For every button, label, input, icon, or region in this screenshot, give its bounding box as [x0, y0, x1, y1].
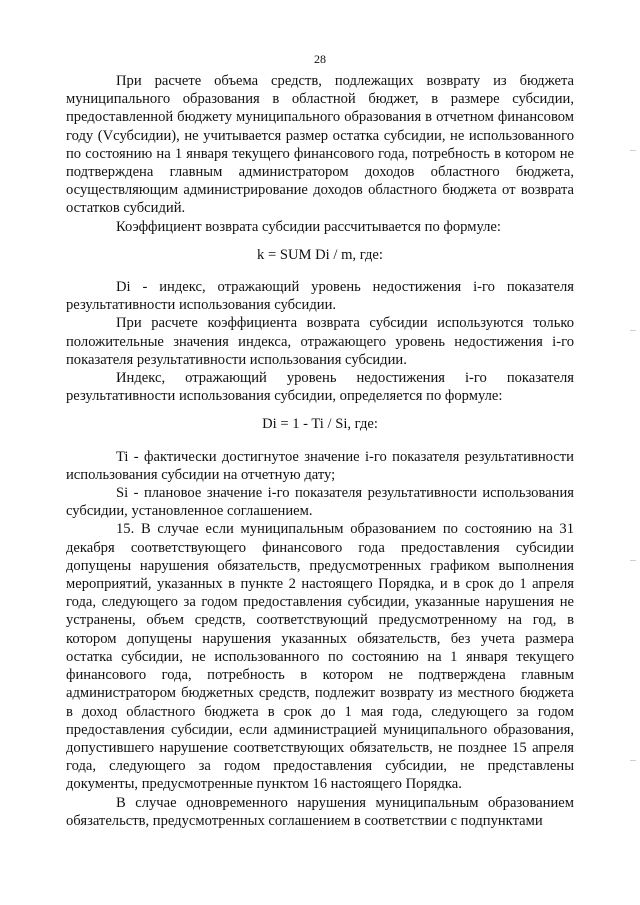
scan-edge-mark — [630, 760, 636, 761]
paragraph-positive-values: При расчете коэффициента возврата субсидии используются только положительные значения индекса, отражающего уровень недостижения i-го показателя результативности использования субсидии. — [66, 315, 574, 368]
scan-edge-mark — [630, 560, 636, 561]
paragraph-si-definition: Si - плановое значение i-го показателя результативности использования субсидии, установленное соглашением. — [66, 485, 574, 520]
scan-edge-mark — [630, 330, 636, 331]
paragraph-item-15: 15. В случае если муниципальным образованием по состоянию на 31 декабря соответствующего финансового года предоставления субсидии допущены нарушения обязательств, предусмотренных графиком выполнения мероприятий, указанных в пункте 2 настоящего Порядка, и в срок до 1 апреля года, следующего за годом предоставления субсидии, указанные нарушения не устранены, объем средств, соответствующий предусмотренному на год, в котором допущены нарушения указанных обязательств, без учета размера остатка субсидии, не использованного по состоянию на 1 января текущего финансового года, потребность в котором не подтверждена главным администратором бюджетных средств, подлежит возврату из местного бюджета в доход областного бюджета в срок до 1 мая года, следующего за годом предоставления субсидии, если администрацией муниципального образования, допустившего нарушение соответствующих обязательств, не позднее 15 апреля года, следующего за годом предоставления субсидии, не представлены документы, предусмотренные пунктом 16 настоящего Порядка. — [66, 521, 574, 793]
formula-k: k = SUM Di / m, где: — [257, 246, 383, 263]
page-number: 28 — [314, 52, 326, 66]
paragraph-index-intro: Индекс, отражающий уровень недостижения i-го показателя результативности использования субсидии, определяется по формуле: — [66, 370, 574, 405]
paragraph-simultaneous-violation: В случае одновременного нарушения муниципальным образованием обязательств, предусмотренных соглашением в соответствии с подпунктами — [66, 794, 574, 829]
paragraph-di-definition: Di - индекс, отражающий уровень недостижения i-го показателя результативности использования субсидии. — [66, 279, 574, 314]
formula-di: Di = 1 - Ti / Si, где: — [262, 416, 378, 433]
paragraph-coefficient-intro: Коэффициент возврата субсидии рассчитывается по формуле: — [116, 218, 501, 235]
paragraph-ti-definition: Ti - фактически достигнутое значение i-го показателя результативности использования субсидии на отчетную дату; — [66, 448, 574, 483]
paragraph-return-volume: При расчете объема средств, подлежащих возврату из бюджета муниципального образования в областной бюджет, в размере субсидии, предоставленной бюджету муниципального образования в отчетном финансовом году (Vсубсидии), не учитывается размер остатка субсидии, не использованного по состоянию на 1 января текущего финансового года, потребность в котором не подтверждена главным администратором доходов областного бюджета, осуществляющим администрирование доходов областного бюджета от возврата остатков субсидий. — [66, 73, 574, 217]
scan-edge-mark — [630, 150, 636, 151]
document-body — [66, 72, 574, 830]
